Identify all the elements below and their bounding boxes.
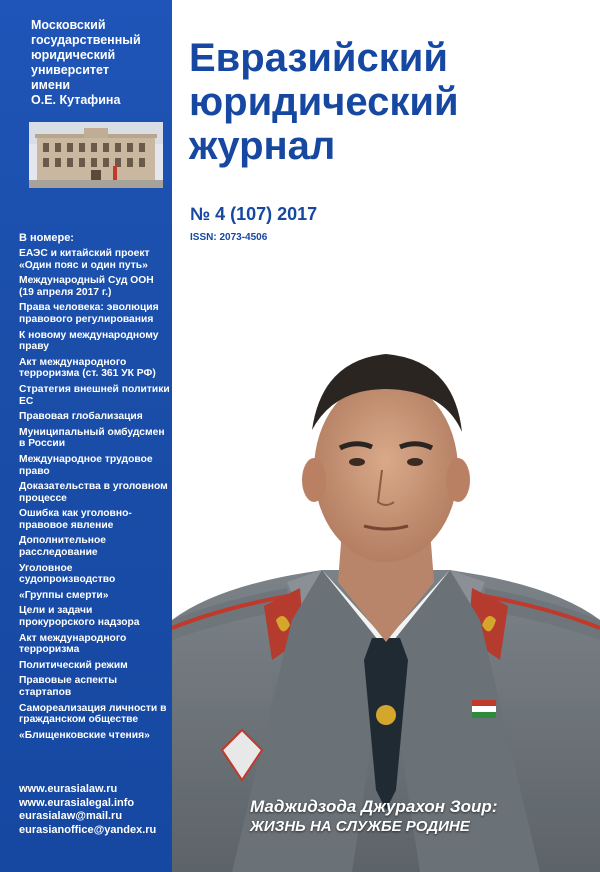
- toc-item: Ошибка как уголовно-правовое явление: [19, 508, 132, 531]
- toc-item: Стратегия внешней политики ЕС: [19, 383, 170, 407]
- website-link[interactable]: www.eurasialaw.ru: [19, 783, 118, 795]
- in-issue-label: В номере:: [19, 232, 74, 244]
- toc-item: Правовые аспекты стартапов: [19, 675, 118, 698]
- cover-caption: [250, 797, 595, 836]
- issue-number: № 4 (107) 2017: [190, 204, 318, 224]
- contacts: [19, 783, 169, 837]
- toc-item: Самореализация личности в гражданском обществе: [19, 702, 167, 726]
- toc-item: Права человека: эволюция правового регулирования: [19, 302, 159, 325]
- caption-subtitle: ЖИЗНЬ НА СЛУЖБЕ РОДИНЕ: [250, 818, 470, 835]
- issn: ISSN: 2073-4506: [190, 232, 268, 243]
- toc-item: Международное трудовое право: [19, 453, 153, 477]
- toc-item: Политический режим: [19, 659, 128, 671]
- toc-item: «Группы смерти»: [19, 589, 109, 601]
- toc-item: ЕАЭС и китайский проект «Один пояс и один путь»: [19, 248, 150, 271]
- toc-item: Правовая глобализация: [19, 411, 143, 423]
- website-link[interactable]: www.eurasialegal.info: [19, 796, 135, 809]
- university-line: имени: [31, 78, 71, 92]
- toc-item: Акт международного терроризма (ст. 361 УК РФ): [19, 356, 156, 380]
- university-line: О.Е. Кутафина: [31, 93, 121, 107]
- toc-item: Цели и задачи прокурорского надзора: [19, 605, 140, 629]
- title-line: юридический: [189, 80, 459, 124]
- email-link[interactable]: eurasialaw@mail.ru: [19, 810, 123, 822]
- toc-item: «Блищенковские чтения»: [19, 729, 150, 741]
- cover-portrait: [172, 320, 600, 872]
- university-line: Московский: [31, 18, 106, 32]
- toc-item: Уголовное судопроизводство: [19, 562, 116, 586]
- title-line: Евразийский: [189, 36, 448, 80]
- toc-item: К новому международному праву: [19, 329, 159, 353]
- toc-item: Международный Суд ООН (19 апреля 2017 г.): [19, 275, 154, 298]
- caption-name: Маджидзода Джурахон Зоир:: [250, 797, 498, 816]
- title-line: журнал: [189, 124, 336, 168]
- toc-item: Дополнительное расследование: [19, 535, 106, 559]
- journal-title: [189, 36, 589, 168]
- table-of-contents: [19, 248, 171, 745]
- university-line: университет: [31, 63, 109, 77]
- toc-item: Муниципальный омбудсмен в России: [19, 426, 165, 450]
- toc-item: Доказательства в уголовном процессе: [19, 481, 168, 504]
- university-name: [31, 18, 169, 108]
- sidebar: [0, 0, 172, 872]
- toc-item: Акт международного терроризма: [19, 632, 127, 656]
- university-building-image: [29, 122, 163, 188]
- university-line: государственный: [31, 33, 141, 47]
- email-link[interactable]: eurasianoffice@yandex.ru: [19, 823, 157, 836]
- university-line: юридический: [31, 48, 116, 62]
